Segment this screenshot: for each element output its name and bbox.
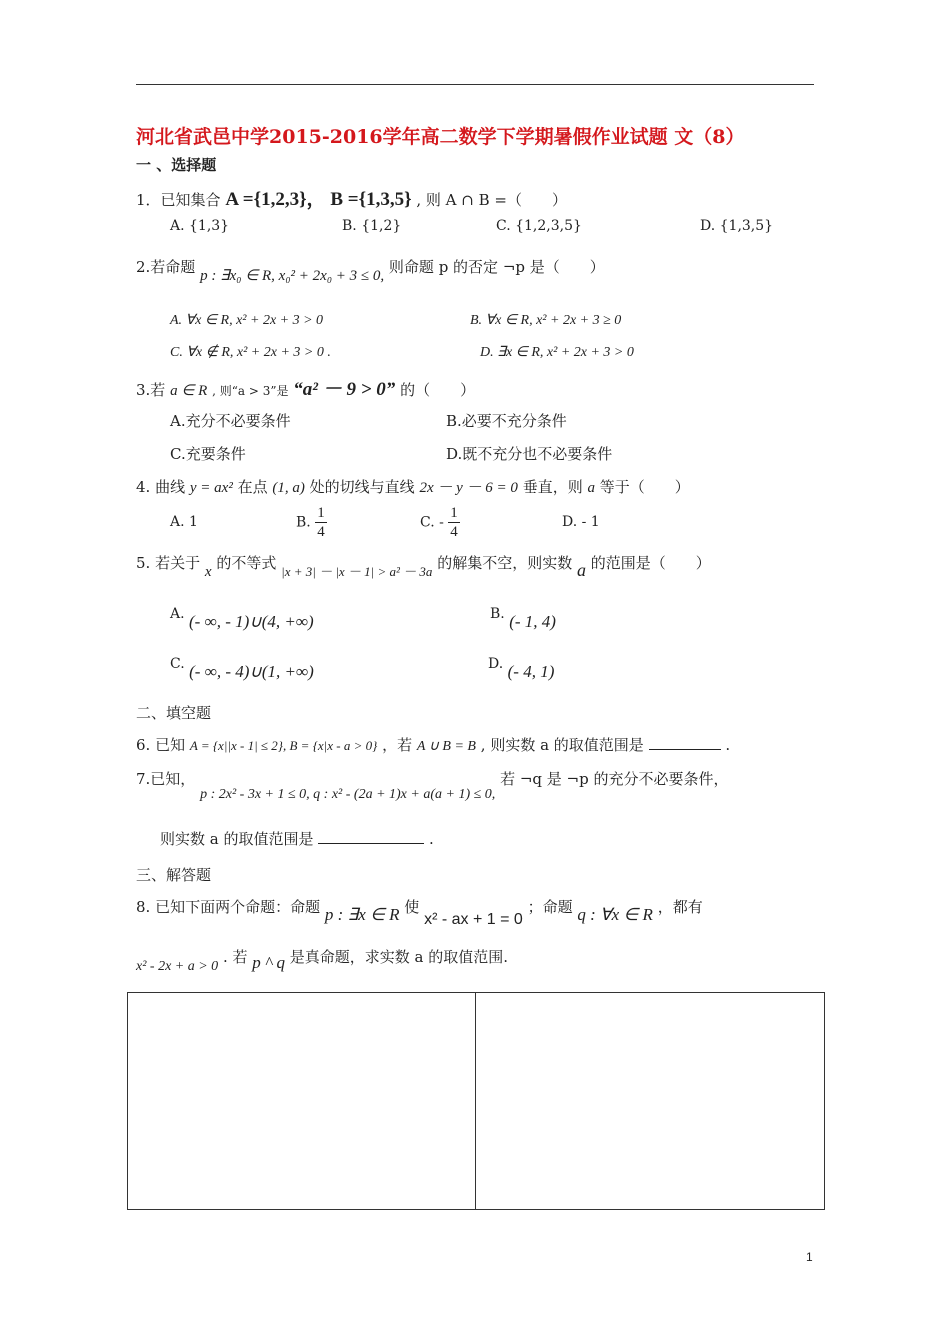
q7-end: . bbox=[429, 830, 434, 848]
answer-box-divider bbox=[475, 993, 476, 1209]
q7-propositions: p : 2x² - 3x + 1 ≤ 0, q : x² - (2a + 1)x + a(a + 1) ≤ 0, bbox=[200, 787, 496, 802]
q5-option-d-value: (- 4, 1) bbox=[507, 662, 555, 681]
q4-stem-prefix: 4. 曲线 bbox=[136, 478, 186, 496]
q3-condition: a ∈ R bbox=[170, 383, 208, 399]
section-heading-answer: 三、解答题 bbox=[136, 866, 212, 884]
q8-equation: x² - ax + 1 = 0 bbox=[424, 911, 523, 928]
q2-option-c: C. ∀x ∉ R, x² + 2x + 3 > 0 . bbox=[170, 345, 331, 360]
q6-condition: A ∪ B = B bbox=[416, 739, 476, 754]
q3-stem-prefix: 3.若 bbox=[136, 381, 166, 399]
q8-line2-mid: . 若 bbox=[222, 948, 248, 966]
q2-option-b: B. ∀x ∈ R, x² + 2x + 3 ≥ 0 bbox=[470, 313, 622, 328]
q4-stem-suffix: 等于（ ） bbox=[599, 478, 690, 496]
q4-mid2: 处的切线与直线 bbox=[309, 478, 415, 496]
q8-proposition-q: q : ∀x ∈ R bbox=[577, 905, 653, 924]
q4-point: (1, a) bbox=[272, 480, 305, 496]
question-8 bbox=[136, 896, 703, 928]
q4-option-c-label: C. - bbox=[420, 514, 444, 531]
question-8-line2 bbox=[136, 946, 508, 974]
q5-option-c-label: C. bbox=[170, 656, 185, 672]
q8-mid3: ，都有 bbox=[657, 898, 703, 916]
q3-option-b: B.必要不充分条件 bbox=[446, 412, 567, 430]
q5-option-d-label: D. bbox=[488, 656, 504, 672]
q4-mid1: 在点 bbox=[237, 478, 268, 496]
q2-option-a: A. ∀x ∈ R, x² + 2x + 3 > 0 bbox=[170, 313, 324, 328]
section-heading-fill: 二、填空题 bbox=[136, 704, 212, 722]
q2-stem-suffix: 则命题 p 的否定 ¬p 是（ ） bbox=[388, 258, 605, 276]
q5-var-a: a bbox=[576, 560, 586, 580]
q3-mid: , 则“a > 3”是 bbox=[212, 384, 289, 398]
q4-option-a: A. 1 bbox=[170, 514, 198, 530]
q4-var: a bbox=[587, 480, 595, 496]
q8-line2-end: 是真命题，求实数 a 的取值范围. bbox=[289, 948, 508, 966]
question-6 bbox=[136, 734, 730, 755]
q4-option-b-denominator: 4 bbox=[317, 524, 325, 540]
q7-line2: 则实数 a 的取值范围是 bbox=[160, 830, 314, 848]
q5-mid1: 的不等式 bbox=[216, 554, 277, 572]
q3-option-c: C.充要条件 bbox=[170, 445, 246, 463]
q7-mid: 若 ¬q 是 ¬p 的充分不必要条件， bbox=[500, 770, 729, 788]
q2-proposition: p : ∃x₀ ∈ R, x₀² + 2x₀ + 3 ≤ 0, bbox=[200, 268, 385, 284]
question-4 bbox=[136, 476, 690, 497]
q3-quote: “a² － 9 > 0” bbox=[293, 379, 396, 400]
q6-sets: A = {x||x - 1| ≤ 2}, B = {x|x - a > 0} bbox=[189, 738, 378, 753]
question-2 bbox=[136, 256, 605, 284]
q6-mid: ，若 bbox=[382, 736, 413, 754]
q6-stem-prefix: 6. 已知 bbox=[136, 736, 186, 754]
q4-option-d: D. - 1 bbox=[562, 514, 600, 530]
q2-option-d: D. ∃x ∈ R, x² + 2x + 3 > 0 bbox=[480, 345, 634, 360]
q4-mid3: 垂直，则 bbox=[522, 478, 583, 496]
q7-stem-prefix: 7.已知， bbox=[136, 770, 196, 788]
q8-inequality: x² - 2x + a > 0 bbox=[136, 959, 219, 974]
q4-curve: y = ax² bbox=[189, 480, 233, 496]
q3-option-d: D.既不充分也不必要条件 bbox=[446, 445, 613, 463]
q5-option-b bbox=[490, 606, 556, 631]
question-7 bbox=[136, 768, 729, 802]
q3-option-a: A.充分不必要条件 bbox=[170, 412, 291, 430]
q6-answer-blank[interactable] bbox=[649, 735, 721, 750]
question-7-line2 bbox=[160, 828, 434, 849]
q5-option-b-label: B. bbox=[490, 606, 505, 622]
q5-option-c-value: (- ∞, - 4)∪(1, +∞) bbox=[189, 662, 314, 681]
q4-option-b bbox=[296, 504, 327, 541]
q4-option-b-numerator: 1 bbox=[317, 505, 325, 521]
q8-proposition-p: p : ∃x ∈ R bbox=[324, 905, 400, 924]
q5-inequality: |x + 3| － |x － 1| > a² － 3a bbox=[281, 564, 433, 579]
q1-option-c: C. {1,2,3,5} bbox=[496, 218, 582, 234]
q6-stem-suffix: , 则实数 a 的取值范围是 bbox=[480, 736, 644, 754]
page-number: 1 bbox=[806, 1250, 813, 1264]
q8-mid2: ；命题 bbox=[527, 898, 573, 916]
q2-stem-prefix: 2.若命题 bbox=[136, 258, 196, 276]
q6-end: . bbox=[725, 736, 731, 754]
q4-option-c-fraction bbox=[448, 504, 460, 541]
q3-stem-suffix: 的（ ） bbox=[400, 381, 476, 399]
question-3 bbox=[136, 374, 475, 401]
q7-answer-blank[interactable] bbox=[318, 829, 424, 844]
q5-stem-suffix: 的范围是（ ） bbox=[590, 554, 711, 572]
q4-option-c bbox=[420, 504, 460, 541]
question-5 bbox=[136, 552, 711, 580]
q1-option-d: D. {1,3,5} bbox=[700, 218, 774, 234]
q1-stem-suffix: , 则 A ∩ B =（ ） bbox=[416, 191, 567, 209]
q5-option-d bbox=[488, 656, 555, 681]
q5-option-a-label: A. bbox=[170, 606, 185, 622]
q8-stem-prefix: 8. 已知下面两个命题：命题 bbox=[136, 898, 321, 916]
answer-box[interactable] bbox=[127, 992, 825, 1210]
q5-option-b-value: (- 1, 4) bbox=[509, 612, 556, 631]
q1-set-b: B ={1,3,5} bbox=[330, 189, 412, 210]
q4-option-b-label: B. bbox=[296, 514, 311, 531]
q5-option-a bbox=[170, 606, 314, 631]
document-title: 河北省武邑中学2015-2016学年高二数学下学期暑假作业试题 文（8） bbox=[136, 126, 745, 148]
q1-stem-prefix: 1．已知集合 bbox=[136, 191, 221, 209]
section-heading-choice: 一 、选择题 bbox=[136, 156, 217, 174]
q5-option-a-value: (- ∞, - 1)∪(4, +∞) bbox=[189, 612, 314, 631]
q8-p-and-q: p ^ q bbox=[252, 953, 285, 972]
q4-option-c-denominator: 4 bbox=[450, 524, 458, 540]
question-1 bbox=[136, 184, 567, 211]
q5-stem-prefix: 5. 若关于 bbox=[136, 554, 201, 572]
q4-line: 2x － y － 6 = 0 bbox=[419, 480, 518, 496]
q1-option-b: B. {1,2} bbox=[342, 218, 402, 234]
q4-option-b-fraction bbox=[315, 504, 327, 541]
q5-var-x: x bbox=[204, 564, 212, 580]
q8-mid1: 使 bbox=[404, 898, 420, 916]
q5-option-c bbox=[170, 656, 314, 681]
q5-mid2: 的解集不空，则实数 bbox=[437, 554, 573, 572]
q1-option-a: A. {1,3} bbox=[170, 218, 230, 234]
q4-option-c-numerator: 1 bbox=[450, 505, 458, 521]
header-rule bbox=[136, 84, 814, 85]
q1-set-a: A ={1,2,3}， bbox=[225, 189, 326, 210]
